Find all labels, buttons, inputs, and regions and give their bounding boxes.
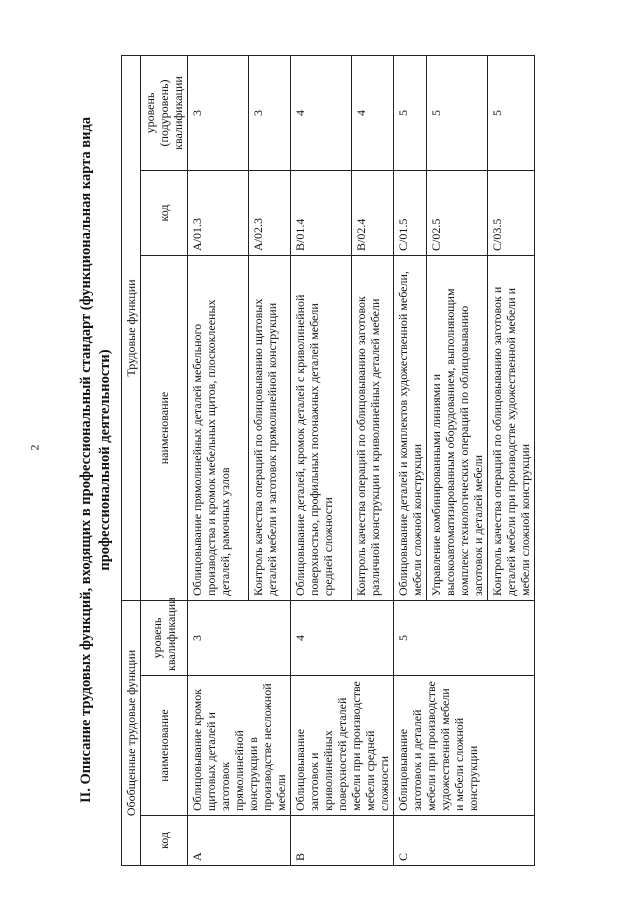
group-name: Облицовывание заготовок и криволинейных поверхностей деталей мебели при производстве мебели средней сложности [291,676,394,816]
functional-map-table [121,55,535,866]
function-code: B/02.4 [351,171,394,256]
function-name: Облицовывание деталей и комплектов художественной мебели, мебели сложной конструкции [394,256,427,601]
group-level: 5 [394,601,535,676]
function-code: B/01.4 [291,171,352,256]
group-level: 4 [291,601,394,676]
title-line-2: профессиональной деятельности) [97,349,113,571]
table-row [188,56,249,866]
title-line-1: II. Описание трудовых функций, входящих в профессиональный стандарт (функциональная карта вида [78,116,94,804]
function-code: C/02.5 [427,171,488,256]
function-level: 4 [351,56,394,171]
rotated-page-content [75,40,640,880]
function-name: Облицовывание деталей, кромок деталей с криволинейной поверхностью, профильных погонажных деталей мебели средней сложности [291,256,352,601]
section-title [77,40,115,880]
header-labor-name: наименование [141,256,188,601]
header-generalized: Обобщенные трудовые функции [122,601,141,866]
group-code: B [291,816,394,866]
header-level: уровень квалификации [141,601,188,676]
function-level: 5 [394,56,427,171]
function-level: 5 [427,56,488,171]
group-name: Облицовывание заготовок и деталей мебели при производстве художественной мебели и мебели сложной конструкции [394,676,535,816]
header-labor-code: код [141,171,188,256]
header-name: наименование [141,676,188,816]
header-row-1 [122,56,141,866]
function-level: 4 [291,56,352,171]
group-code: C [394,816,535,866]
group-name: Облицовывание кромок щитовых деталей и заготовок прямолинейной конструкции в производстве несложной мебели [188,676,291,816]
function-name: Облицовывание прямолинейных деталей мебельного производства и кромок мебельных щитов, плоскоклееных деталей, рамочных узлов [188,256,249,601]
function-level: 3 [188,56,249,171]
table-row [394,56,427,866]
function-code: A/01.3 [188,171,249,256]
group-level: 3 [188,601,291,676]
header-labor: Трудовые функции [122,56,141,601]
function-level: 5 [488,56,535,171]
function-name: Контроль качества операций по облицовыванию щитовых деталей мебели и заготовок прямолинейной конструкции [248,256,291,601]
function-name: Контроль качества операций по облицовыванию заготовок различной конструкции и криволинейных деталей мебели [351,256,394,601]
function-level: 3 [248,56,291,171]
function-name: Контроль качества операций по облицовыванию заготовок и деталей мебели при производстве художественной мебели и мебели сложной конструкции [488,256,535,601]
function-code: C/03.5 [488,171,535,256]
function-code: C/01.5 [394,171,427,256]
header-labor-level: уровень (подуровень) квалификации [141,56,188,171]
page-number: 2 [27,444,42,451]
header-code: код [141,816,188,866]
table-row [291,56,352,866]
header-row-2 [141,56,188,866]
group-code: A [188,816,291,866]
function-code: A/02.3 [248,171,291,256]
function-name: Управление комбинированными линиями и высокоавтоматизированным оборудованием, выполняющим комплекс технологических операций по облицовыванию заготовок и деталей мебели [427,256,488,601]
